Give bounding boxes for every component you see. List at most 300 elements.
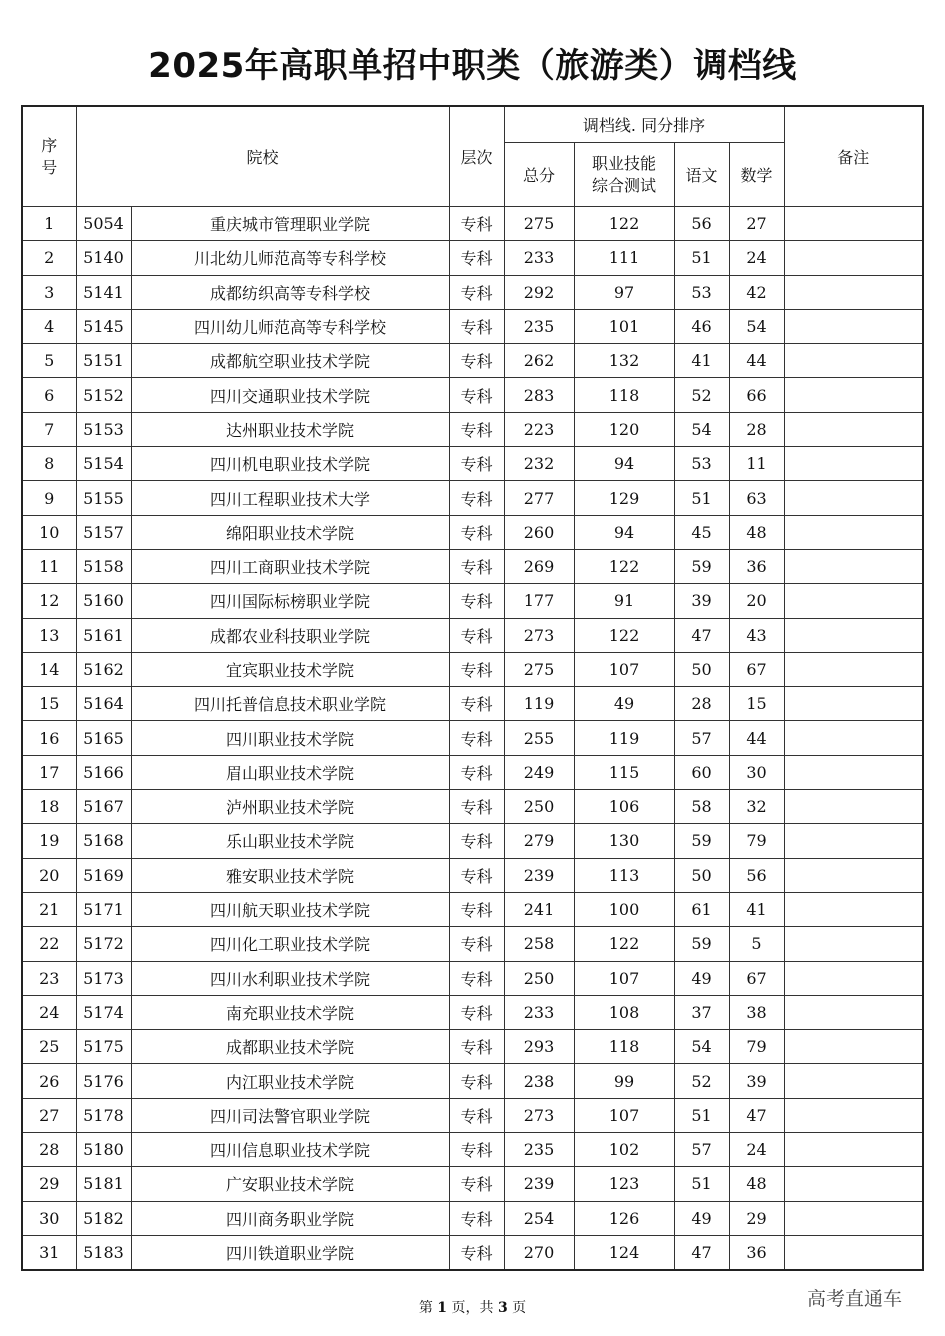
row-level: 专科 — [449, 481, 504, 515]
row-skill: 97 — [574, 275, 674, 309]
row-code: 5155 — [76, 481, 131, 515]
row-remark — [784, 652, 923, 686]
row-seq: 19 — [22, 824, 76, 858]
row-math: 30 — [729, 755, 784, 789]
row-level: 专科 — [449, 721, 504, 755]
header-math: 数学 — [729, 143, 784, 207]
row-total: 254 — [504, 1201, 574, 1235]
row-skill: 132 — [574, 344, 674, 378]
row-total: 269 — [504, 549, 574, 583]
row-math: 36 — [729, 1235, 784, 1270]
row-remark — [784, 207, 923, 241]
row-chinese: 61 — [674, 892, 729, 926]
row-math: 54 — [729, 309, 784, 343]
table-row — [22, 515, 923, 549]
row-chinese: 51 — [674, 1167, 729, 1201]
row-code: 5176 — [76, 1064, 131, 1098]
row-remark — [784, 1030, 923, 1064]
table-row — [22, 927, 923, 961]
row-math: 15 — [729, 687, 784, 721]
row-code: 5172 — [76, 927, 131, 961]
row-chinese: 41 — [674, 344, 729, 378]
row-skill: 49 — [574, 687, 674, 721]
row-skill: 107 — [574, 1098, 674, 1132]
row-skill: 124 — [574, 1235, 674, 1270]
row-code: 5161 — [76, 618, 131, 652]
table-row — [22, 275, 923, 309]
row-school: 眉山职业技术学院 — [131, 755, 449, 789]
row-level: 专科 — [449, 755, 504, 789]
row-school: 绵阳职业技术学院 — [131, 515, 449, 549]
table-row — [22, 687, 923, 721]
row-seq: 3 — [22, 275, 76, 309]
row-school: 泸州职业技术学院 — [131, 790, 449, 824]
row-code: 5164 — [76, 687, 131, 721]
row-skill: 107 — [574, 961, 674, 995]
row-remark — [784, 755, 923, 789]
row-math: 47 — [729, 1098, 784, 1132]
row-remark — [784, 309, 923, 343]
row-code: 5169 — [76, 858, 131, 892]
row-math: 29 — [729, 1201, 784, 1235]
row-seq: 11 — [22, 549, 76, 583]
row-math: 63 — [729, 481, 784, 515]
page-total: 3 — [497, 1300, 508, 1316]
row-remark — [784, 892, 923, 926]
row-chinese: 59 — [674, 824, 729, 858]
row-total: 260 — [504, 515, 574, 549]
row-total: 283 — [504, 378, 574, 412]
row-level: 专科 — [449, 1098, 504, 1132]
table-row — [22, 1030, 923, 1064]
row-chinese: 52 — [674, 1064, 729, 1098]
row-level: 专科 — [449, 687, 504, 721]
header-chinese: 语文 — [674, 143, 729, 207]
table-row — [22, 755, 923, 789]
row-skill: 123 — [574, 1167, 674, 1201]
row-code: 5162 — [76, 652, 131, 686]
cutoff-table — [21, 105, 924, 1271]
row-total: 239 — [504, 858, 574, 892]
row-level: 专科 — [449, 1133, 504, 1167]
row-school: 重庆城市管理职业学院 — [131, 207, 449, 241]
row-remark — [784, 344, 923, 378]
row-level: 专科 — [449, 549, 504, 583]
table-row — [22, 961, 923, 995]
row-total: 233 — [504, 241, 574, 275]
table-row — [22, 447, 923, 481]
row-code: 5175 — [76, 1030, 131, 1064]
header-total: 总分 — [504, 143, 574, 207]
row-total: 277 — [504, 481, 574, 515]
row-total: 250 — [504, 961, 574, 995]
row-skill: 118 — [574, 378, 674, 412]
row-math: 66 — [729, 378, 784, 412]
row-level: 专科 — [449, 927, 504, 961]
row-code: 5154 — [76, 447, 131, 481]
row-math: 79 — [729, 1030, 784, 1064]
row-code: 5173 — [76, 961, 131, 995]
row-skill: 107 — [574, 652, 674, 686]
row-total: 292 — [504, 275, 574, 309]
row-chinese: 54 — [674, 1030, 729, 1064]
row-code: 5151 — [76, 344, 131, 378]
row-code: 5157 — [76, 515, 131, 549]
row-chinese: 51 — [674, 1098, 729, 1132]
row-remark — [784, 618, 923, 652]
row-seq: 21 — [22, 892, 76, 926]
row-total: 249 — [504, 755, 574, 789]
row-level: 专科 — [449, 961, 504, 995]
row-total: 273 — [504, 1098, 574, 1132]
row-chinese: 53 — [674, 447, 729, 481]
header-group: 调档线. 同分排序 — [504, 106, 784, 143]
table-row — [22, 824, 923, 858]
row-skill: 118 — [574, 1030, 674, 1064]
row-math: 56 — [729, 858, 784, 892]
row-chinese: 60 — [674, 755, 729, 789]
table-row — [22, 412, 923, 446]
row-remark — [784, 481, 923, 515]
row-chinese: 50 — [674, 858, 729, 892]
row-level: 专科 — [449, 241, 504, 275]
row-chinese: 56 — [674, 207, 729, 241]
row-math: 24 — [729, 241, 784, 275]
table-row — [22, 1133, 923, 1167]
row-remark — [784, 1201, 923, 1235]
row-remark — [784, 1167, 923, 1201]
row-chinese: 53 — [674, 275, 729, 309]
row-seq: 18 — [22, 790, 76, 824]
row-level: 专科 — [449, 892, 504, 926]
row-skill: 122 — [574, 927, 674, 961]
row-code: 5166 — [76, 755, 131, 789]
row-total: 232 — [504, 447, 574, 481]
row-code: 5183 — [76, 1235, 131, 1270]
row-code: 5182 — [76, 1201, 131, 1235]
row-total: 235 — [504, 309, 574, 343]
row-math: 41 — [729, 892, 784, 926]
row-chinese: 49 — [674, 1201, 729, 1235]
row-seq: 30 — [22, 1201, 76, 1235]
row-total: 275 — [504, 207, 574, 241]
row-seq: 26 — [22, 1064, 76, 1098]
row-seq: 16 — [22, 721, 76, 755]
row-skill: 122 — [574, 207, 674, 241]
row-chinese: 47 — [674, 1235, 729, 1270]
table-row — [22, 241, 923, 275]
row-seq: 7 — [22, 412, 76, 446]
row-level: 专科 — [449, 309, 504, 343]
row-math: 67 — [729, 961, 784, 995]
row-seq: 2 — [22, 241, 76, 275]
row-seq: 27 — [22, 1098, 76, 1132]
row-level: 专科 — [449, 207, 504, 241]
row-level: 专科 — [449, 858, 504, 892]
row-code: 5140 — [76, 241, 131, 275]
row-school: 四川国际标榜职业学院 — [131, 584, 449, 618]
row-math: 32 — [729, 790, 784, 824]
row-chinese: 50 — [674, 652, 729, 686]
row-school: 成都航空职业技术学院 — [131, 344, 449, 378]
row-seq: 29 — [22, 1167, 76, 1201]
row-code: 5178 — [76, 1098, 131, 1132]
row-math: 5 — [729, 927, 784, 961]
row-skill: 111 — [574, 241, 674, 275]
row-seq: 9 — [22, 481, 76, 515]
row-school: 四川水利职业技术学院 — [131, 961, 449, 995]
row-level: 专科 — [449, 447, 504, 481]
table-row — [22, 1064, 923, 1098]
row-school: 雅安职业技术学院 — [131, 858, 449, 892]
row-skill: 94 — [574, 447, 674, 481]
row-math: 67 — [729, 652, 784, 686]
row-level: 专科 — [449, 1064, 504, 1098]
row-math: 28 — [729, 412, 784, 446]
row-school: 四川工程职业技术大学 — [131, 481, 449, 515]
row-skill: 100 — [574, 892, 674, 926]
row-seq: 17 — [22, 755, 76, 789]
row-total: 262 — [504, 344, 574, 378]
row-total: 255 — [504, 721, 574, 755]
table-row — [22, 652, 923, 686]
row-remark — [784, 447, 923, 481]
row-math: 44 — [729, 344, 784, 378]
table-row — [22, 584, 923, 618]
table-row — [22, 1235, 923, 1270]
row-remark — [784, 412, 923, 446]
table-row — [22, 481, 923, 515]
table-row — [22, 995, 923, 1029]
row-code: 5054 — [76, 207, 131, 241]
row-school: 成都职业技术学院 — [131, 1030, 449, 1064]
row-skill: 108 — [574, 995, 674, 1029]
row-total: 235 — [504, 1133, 574, 1167]
row-total: 233 — [504, 995, 574, 1029]
row-code: 5141 — [76, 275, 131, 309]
row-school: 宜宾职业技术学院 — [131, 652, 449, 686]
row-level: 专科 — [449, 790, 504, 824]
row-school: 四川职业技术学院 — [131, 721, 449, 755]
row-chinese: 51 — [674, 241, 729, 275]
row-skill: 115 — [574, 755, 674, 789]
row-total: 258 — [504, 927, 574, 961]
row-remark — [784, 378, 923, 412]
row-remark — [784, 549, 923, 583]
table-row — [22, 618, 923, 652]
row-math: 11 — [729, 447, 784, 481]
row-level: 专科 — [449, 1167, 504, 1201]
row-school: 广安职业技术学院 — [131, 1167, 449, 1201]
row-remark — [784, 927, 923, 961]
row-seq: 5 — [22, 344, 76, 378]
row-level: 专科 — [449, 412, 504, 446]
row-chinese: 52 — [674, 378, 729, 412]
row-total: 223 — [504, 412, 574, 446]
row-chinese: 37 — [674, 995, 729, 1029]
row-total: 239 — [504, 1167, 574, 1201]
row-remark — [784, 687, 923, 721]
row-math: 48 — [729, 1167, 784, 1201]
row-seq: 6 — [22, 378, 76, 412]
row-seq: 10 — [22, 515, 76, 549]
row-school: 四川信息职业技术学院 — [131, 1133, 449, 1167]
row-seq: 28 — [22, 1133, 76, 1167]
row-skill: 102 — [574, 1133, 674, 1167]
header-school: 院校 — [76, 106, 449, 207]
table-row — [22, 549, 923, 583]
row-level: 专科 — [449, 275, 504, 309]
row-seq: 23 — [22, 961, 76, 995]
row-seq: 31 — [22, 1235, 76, 1270]
row-school: 四川机电职业技术学院 — [131, 447, 449, 481]
row-seq: 24 — [22, 995, 76, 1029]
row-level: 专科 — [449, 1201, 504, 1235]
row-school: 乐山职业技术学院 — [131, 824, 449, 858]
row-remark — [784, 858, 923, 892]
row-total: 241 — [504, 892, 574, 926]
row-code: 5174 — [76, 995, 131, 1029]
row-remark — [784, 1133, 923, 1167]
row-seq: 14 — [22, 652, 76, 686]
row-remark — [784, 1098, 923, 1132]
row-math: 42 — [729, 275, 784, 309]
row-chinese: 51 — [674, 481, 729, 515]
row-total: 177 — [504, 584, 574, 618]
header-skill: 职业技能综合测试 — [574, 143, 674, 207]
row-school: 四川幼儿师范高等专科学校 — [131, 309, 449, 343]
table-row — [22, 207, 923, 241]
brand-watermark: 高考直通车 — [807, 1288, 903, 1310]
row-chinese: 45 — [674, 515, 729, 549]
row-remark — [784, 790, 923, 824]
row-school: 四川化工职业技术学院 — [131, 927, 449, 961]
row-code: 5165 — [76, 721, 131, 755]
row-skill: 113 — [574, 858, 674, 892]
row-math: 79 — [729, 824, 784, 858]
row-skill: 101 — [574, 309, 674, 343]
page-number: 1 — [437, 1300, 448, 1316]
table-row — [22, 309, 923, 343]
row-seq: 20 — [22, 858, 76, 892]
row-remark — [784, 515, 923, 549]
table-row — [22, 344, 923, 378]
row-total: 250 — [504, 790, 574, 824]
row-skill: 120 — [574, 412, 674, 446]
row-remark — [784, 824, 923, 858]
row-school: 四川交通职业技术学院 — [131, 378, 449, 412]
row-math: 44 — [729, 721, 784, 755]
row-code: 5180 — [76, 1133, 131, 1167]
row-math: 36 — [729, 549, 784, 583]
row-school: 四川商务职业学院 — [131, 1201, 449, 1235]
row-chinese: 28 — [674, 687, 729, 721]
row-code: 5158 — [76, 549, 131, 583]
row-skill: 122 — [574, 618, 674, 652]
row-chinese: 57 — [674, 721, 729, 755]
table-row — [22, 858, 923, 892]
row-chinese: 39 — [674, 584, 729, 618]
row-seq: 25 — [22, 1030, 76, 1064]
row-school: 四川工商职业技术学院 — [131, 549, 449, 583]
row-remark — [784, 961, 923, 995]
table-row — [22, 1201, 923, 1235]
row-math: 20 — [729, 584, 784, 618]
row-chinese: 59 — [674, 549, 729, 583]
row-math: 27 — [729, 207, 784, 241]
row-skill: 129 — [574, 481, 674, 515]
row-chinese: 47 — [674, 618, 729, 652]
row-remark — [784, 1064, 923, 1098]
row-skill: 130 — [574, 824, 674, 858]
row-total: 119 — [504, 687, 574, 721]
row-level: 专科 — [449, 618, 504, 652]
table-body — [22, 207, 923, 1271]
row-school: 南充职业技术学院 — [131, 995, 449, 1029]
row-level: 专科 — [449, 1235, 504, 1270]
row-skill: 94 — [574, 515, 674, 549]
row-skill: 119 — [574, 721, 674, 755]
row-seq: 1 — [22, 207, 76, 241]
row-school: 川北幼儿师范高等专科学校 — [131, 241, 449, 275]
row-school: 四川铁道职业学院 — [131, 1235, 449, 1270]
table-row — [22, 1167, 923, 1201]
row-school: 达州职业技术学院 — [131, 412, 449, 446]
header-seq: 序号 — [22, 106, 76, 207]
row-level: 专科 — [449, 515, 504, 549]
row-school: 成都纺织高等专科学校 — [131, 275, 449, 309]
row-school: 内江职业技术学院 — [131, 1064, 449, 1098]
row-code: 5171 — [76, 892, 131, 926]
row-remark — [784, 275, 923, 309]
row-school: 四川司法警官职业学院 — [131, 1098, 449, 1132]
row-total: 273 — [504, 618, 574, 652]
row-skill: 122 — [574, 549, 674, 583]
row-math: 24 — [729, 1133, 784, 1167]
row-skill: 106 — [574, 790, 674, 824]
row-math: 43 — [729, 618, 784, 652]
row-math: 48 — [729, 515, 784, 549]
row-skill: 126 — [574, 1201, 674, 1235]
row-seq: 8 — [22, 447, 76, 481]
row-math: 38 — [729, 995, 784, 1029]
table-row — [22, 1098, 923, 1132]
row-level: 专科 — [449, 378, 504, 412]
row-level: 专科 — [449, 995, 504, 1029]
row-seq: 12 — [22, 584, 76, 618]
table-row — [22, 378, 923, 412]
row-chinese: 57 — [674, 1133, 729, 1167]
row-chinese: 58 — [674, 790, 729, 824]
row-seq: 15 — [22, 687, 76, 721]
row-remark — [784, 721, 923, 755]
row-total: 238 — [504, 1064, 574, 1098]
row-school: 成都农业科技职业学院 — [131, 618, 449, 652]
row-skill: 91 — [574, 584, 674, 618]
row-chinese: 46 — [674, 309, 729, 343]
row-skill: 99 — [574, 1064, 674, 1098]
row-seq: 4 — [22, 309, 76, 343]
row-code: 5168 — [76, 824, 131, 858]
row-remark — [784, 1235, 923, 1270]
row-code: 5181 — [76, 1167, 131, 1201]
row-remark — [784, 995, 923, 1029]
table-row — [22, 721, 923, 755]
row-chinese: 59 — [674, 927, 729, 961]
row-code: 5152 — [76, 378, 131, 412]
row-total: 275 — [504, 652, 574, 686]
header-remark: 备注 — [784, 106, 923, 207]
